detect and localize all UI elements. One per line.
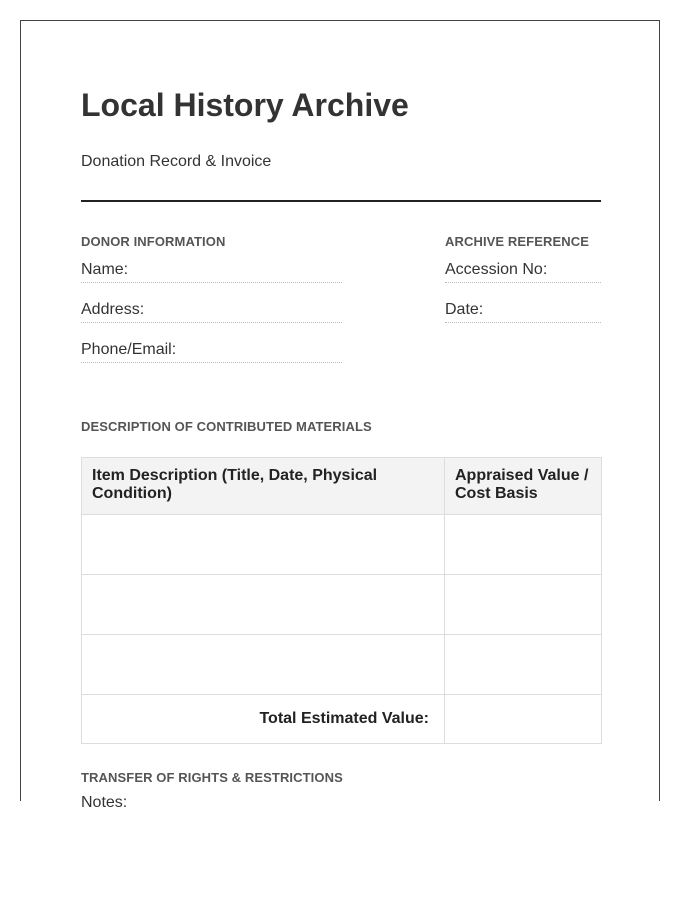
item-description-cell[interactable] xyxy=(82,635,445,695)
table-row xyxy=(82,575,602,635)
archive-section-label: ARCHIVE REFERENCE xyxy=(445,234,589,249)
accession-number-label: Accession No: xyxy=(445,261,548,278)
page-subtitle: Donation Record & Invoice xyxy=(81,153,272,170)
table-row xyxy=(82,635,602,695)
materials-table-wrapper xyxy=(81,457,601,744)
total-value-label: Total Estimated Value: xyxy=(82,695,445,744)
materials-table xyxy=(81,457,602,744)
archive-date-field[interactable] xyxy=(445,301,601,323)
donor-contact-label: Phone/Email: xyxy=(81,341,177,358)
notes-label: Notes: xyxy=(81,794,128,811)
archive-date-label: Date: xyxy=(445,301,484,318)
notes-field[interactable] xyxy=(81,794,601,816)
transfer-section-label: TRANSFER OF RIGHTS & RESTRICTIONS xyxy=(81,770,343,785)
appraised-value-cell[interactable] xyxy=(445,515,602,575)
appraised-value-cell[interactable] xyxy=(445,635,602,695)
item-description-cell[interactable] xyxy=(82,575,445,635)
table-row xyxy=(82,515,602,575)
donor-name-field[interactable] xyxy=(81,261,342,283)
table-header-row xyxy=(82,458,602,515)
donor-name-label: Name: xyxy=(81,261,129,278)
total-row xyxy=(82,695,602,744)
materials-section-label: DESCRIPTION OF CONTRIBUTED MATERIALS xyxy=(81,419,372,434)
donor-address-field[interactable] xyxy=(81,301,342,323)
header-divider xyxy=(81,200,601,202)
appraised-value-header: Appraised Value / Cost Basis xyxy=(445,458,602,515)
item-description-header: Item Description (Title, Date, Physical Condition) xyxy=(82,458,445,515)
document-page xyxy=(20,20,660,811)
accession-number-field[interactable] xyxy=(445,261,601,283)
donor-address-label: Address: xyxy=(81,301,145,318)
item-description-cell[interactable] xyxy=(82,515,445,575)
total-value-cell[interactable] xyxy=(445,695,602,744)
donor-contact-field[interactable] xyxy=(81,341,342,363)
page-title: Local History Archive xyxy=(81,87,409,123)
appraised-value-cell[interactable] xyxy=(445,575,602,635)
donor-section-label: DONOR INFORMATION xyxy=(81,234,226,249)
